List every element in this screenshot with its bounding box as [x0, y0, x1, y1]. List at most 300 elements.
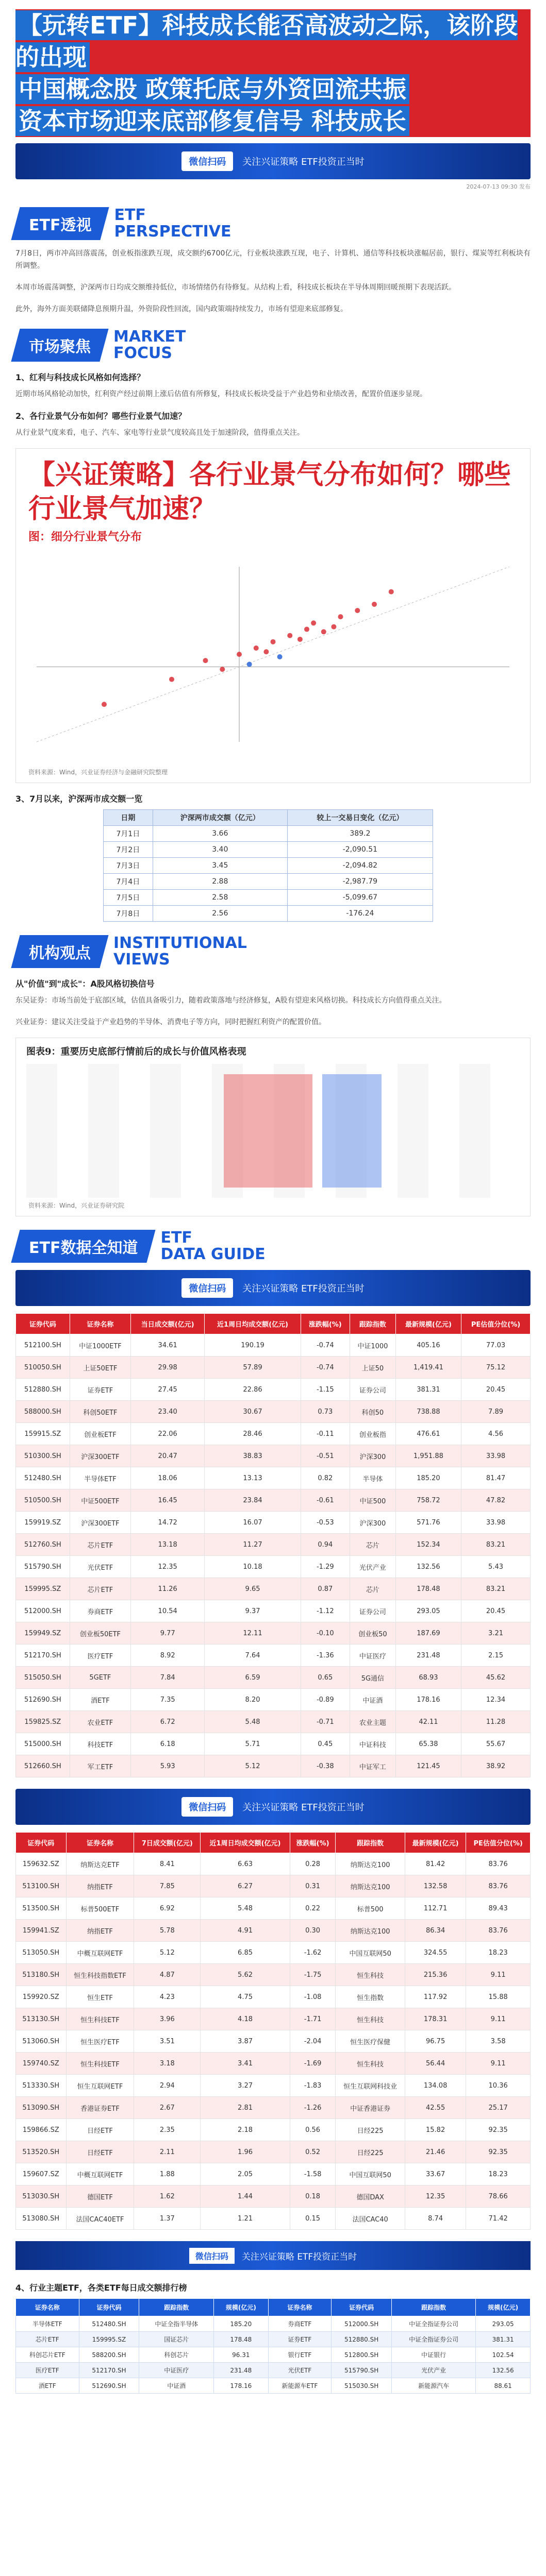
table-cell: 9.11: [466, 2053, 531, 2075]
table-cell: 4.87: [134, 1964, 201, 1986]
table-cell: 159866.SZ: [16, 2119, 67, 2141]
table-cell: 1,419.41: [395, 1357, 461, 1379]
table-cell: 5.43: [461, 1556, 531, 1578]
etf-row: [16, 1489, 531, 1512]
table-cell: -2.04: [290, 2030, 335, 2053]
table-cell: 4.91: [201, 1920, 290, 1942]
table-cell: 科创50ETF: [70, 1401, 130, 1423]
table-cell: 0.30: [290, 1920, 335, 1942]
scatter-point: [331, 624, 336, 630]
table-cell: 510500.SH: [16, 1489, 70, 1512]
table-cell: 11.27: [205, 1534, 301, 1556]
column-header: 证券代码: [16, 1314, 70, 1334]
etf-row: [16, 1357, 531, 1379]
table-cell: 512100.SH: [16, 1334, 70, 1357]
table-cell: 中证500ETF: [70, 1489, 130, 1512]
column-header: 当日成交额(亿元): [131, 1314, 205, 1334]
table-cell: 光伏ETF: [268, 2363, 332, 2378]
column-header: 最新规模(亿元): [405, 1833, 466, 1853]
scatter-point: [271, 639, 276, 645]
data-banner[interactable]: [15, 1270, 531, 1306]
section-institutional-views: [15, 935, 531, 968]
table-cell: -0.53: [301, 1512, 350, 1534]
table-cell: 纳斯达克ETF: [66, 1853, 134, 1875]
table-cell: 半导体ETF: [70, 1467, 130, 1489]
table-cell: 中概互联网ETF: [66, 2163, 134, 2185]
table-cell: 7月4日: [104, 874, 153, 890]
etf-row: [16, 2053, 531, 2075]
diagonal-line: [37, 567, 509, 742]
column-header: PE估值分位(%): [466, 1833, 531, 1853]
table-cell: 83.21: [461, 1578, 531, 1600]
table-cell: 新能源车ETF: [268, 2378, 332, 2394]
table-cell: 5.62: [201, 1964, 290, 1986]
table-cell: 96.31: [214, 2347, 269, 2363]
paragraph: 东吴证券：市场当前处于底部区域，估值具备吸引力，随着政策落地与经济修复，A股有望迎来风格切换。科技成长方向值得重点关注。: [15, 996, 446, 1005]
table-cell: 513100.SH: [16, 1875, 67, 1897]
column-header: 沪深两市成交额（亿元）: [153, 810, 287, 826]
table-cell: 9.11: [466, 2008, 531, 2030]
table-cell: 0.31: [290, 1875, 335, 1897]
table-cell: -1.12: [301, 1600, 350, 1622]
style-figure: [15, 1038, 531, 1216]
table-cell: 121.45: [395, 1755, 461, 1777]
table-cell: 5.78: [134, 1920, 201, 1942]
table-cell: 2.58: [153, 890, 287, 906]
scatter-point: [304, 626, 309, 632]
etf-row: [16, 2008, 531, 2030]
etf-row: [16, 1334, 531, 1357]
table-cell: 0.82: [301, 1467, 350, 1489]
table-cell: 0.87: [301, 1578, 350, 1600]
table-cell: 2.35: [134, 2119, 201, 2141]
table-cell: 25.17: [466, 2097, 531, 2119]
table-cell: 512760.SH: [16, 1534, 70, 1556]
table-cell: 纳斯达克100: [336, 1920, 405, 1942]
table-cell: 6.63: [201, 1853, 290, 1875]
etf-row: [16, 1600, 531, 1622]
table-cell: 中证香港证券: [336, 2097, 405, 2119]
column-header: 证券名称: [66, 1833, 134, 1853]
table-cell: 132.56: [395, 1556, 461, 1578]
table-cell: 513060.SH: [16, 2030, 67, 2053]
theme-etf-table: [15, 2298, 531, 2394]
table-cell: 2.94: [134, 2075, 201, 2097]
table-cell: 45.62: [461, 1667, 531, 1689]
figure-source-note: 资料来源：Wind，兴业证券研究院: [28, 1202, 125, 1209]
scatter-figure: [15, 448, 531, 783]
table-cell: 中概互联网ETF: [66, 1942, 134, 1964]
table-cell: 半导体: [350, 1467, 395, 1489]
table-cell: 512480.SH: [16, 1467, 70, 1489]
table-cell: -1.75: [290, 1964, 335, 1986]
article-title-block: [0, 0, 546, 143]
theme-row: [16, 2316, 531, 2332]
etf-row: [16, 1964, 531, 1986]
table-cell: 13.13: [205, 1467, 301, 1489]
table-cell: 标普500ETF: [66, 1897, 134, 1920]
table-cell: 3.96: [134, 2008, 201, 2030]
table-cell: 571.76: [395, 1512, 461, 1534]
table-cell: 513030.SH: [16, 2185, 67, 2208]
scatter-point: [355, 608, 360, 613]
table-cell: 20.45: [461, 1379, 531, 1401]
etf-row: [16, 1920, 531, 1942]
table-cell: 恒生医疗ETF: [66, 2030, 134, 2053]
table-cell: 293.05: [395, 1600, 461, 1622]
table-cell: 1,951.88: [395, 1445, 461, 1467]
table-cell: 德国ETF: [66, 2185, 134, 2208]
theme-row: [16, 2363, 531, 2378]
table-cell: 3.41: [201, 2053, 290, 2075]
column-header: 最新规模(亿元): [395, 1314, 461, 1334]
table-cell: 日经225: [336, 2141, 405, 2163]
table-cell: 96.75: [405, 2030, 466, 2053]
etf-row: [16, 1445, 531, 1467]
theme-row: [16, 2332, 531, 2347]
table-cell: 新能源汽车: [392, 2378, 476, 2394]
paragraph: 近期市场风格轮动加快，红利资产经过前期上涨后估值有所修复，科技成长板块受益于产业趋势和业绩改善，配置价值逐步显现。: [15, 390, 427, 398]
column-header: 跟踪指数: [392, 2299, 476, 2316]
table-cell: 7.89: [461, 1401, 531, 1423]
table-cell: 半导体ETF: [16, 2316, 79, 2332]
scatter-chart: [16, 546, 530, 762]
table-cell: -176.24: [287, 906, 433, 922]
table-cell: 513330.SH: [16, 2075, 67, 2097]
table-cell: 军工ETF: [70, 1755, 130, 1777]
table-cell: 中证医疗: [139, 2363, 214, 2378]
table-cell: 159949.SZ: [16, 1622, 70, 1645]
scatter-point: [277, 654, 283, 659]
table-cell: 芯片ETF: [16, 2332, 79, 2347]
table-cell: 7.35: [131, 1689, 205, 1711]
table-cell: -0.74: [301, 1334, 350, 1357]
table-cell: 7.64: [205, 1645, 301, 1667]
table-cell: 513500.SH: [16, 1897, 67, 1920]
table-cell: 10.36: [466, 2075, 531, 2097]
table-cell: -1.83: [290, 2075, 335, 2097]
data-banner-2[interactable]: [15, 1789, 531, 1825]
table-cell: 12.35: [405, 2185, 466, 2208]
table-cell: 1.62: [134, 2185, 201, 2208]
table-cell: 1.96: [201, 2141, 290, 2163]
table-cell: 159825.SZ: [16, 1711, 70, 1733]
etf-row: [16, 1578, 531, 1600]
table-cell: 恒生医疗保健: [336, 2030, 405, 2053]
banner-slogan: 关注兴证策略 ETF投资正当时: [242, 1283, 365, 1294]
table-cell: 515790.SH: [332, 2363, 392, 2378]
table-cell: 6.27: [201, 1875, 290, 1897]
table-cell: 恒生科技指数ETF: [66, 1964, 134, 1986]
column-header: 证券代码: [79, 2299, 139, 2316]
table-cell: 科技ETF: [70, 1733, 130, 1755]
table-cell: 513130.SH: [16, 2008, 67, 2030]
table-cell: 证券ETF: [268, 2332, 332, 2347]
table-cell: 178.16: [214, 2378, 269, 2394]
table-cell: 16.07: [205, 1512, 301, 1534]
etf-row: [16, 2163, 531, 2185]
table-cell: 纳指ETF: [66, 1875, 134, 1897]
table-cell: 22.86: [205, 1379, 301, 1401]
table-cell: 9.77: [131, 1622, 205, 1645]
table-cell: 酒ETF: [70, 1689, 130, 1711]
turnover-row: [104, 874, 433, 890]
table-cell: 5.48: [205, 1711, 301, 1733]
table-cell: 112.71: [405, 1897, 466, 1920]
table-cell: 231.48: [214, 2363, 269, 2378]
table-cell: 159915.SZ: [16, 1423, 70, 1445]
table-cell: 医疗ETF: [16, 2363, 79, 2378]
table-cell: 中证1000ETF: [70, 1334, 130, 1357]
column-header: 日期: [104, 810, 153, 826]
table-cell: 47.82: [461, 1489, 531, 1512]
table-cell: 4.23: [134, 1986, 201, 2008]
scatter-point: [169, 677, 174, 682]
table-cell: 11.28: [461, 1711, 531, 1733]
article-title: [15, 9, 531, 137]
table-cell: -0.38: [301, 1755, 350, 1777]
banner-slogan: 关注兴证策略 ETF投资正当时: [242, 157, 365, 167]
table-cell: -1.36: [301, 1645, 350, 1667]
etf-row: [16, 2208, 531, 2230]
table-cell: 中证酒: [139, 2378, 214, 2394]
table-cell: 国证芯片: [139, 2332, 214, 2347]
table-cell: 77.03: [461, 1334, 531, 1357]
table-cell: 沪深300ETF: [70, 1512, 130, 1534]
turnover-row: [104, 858, 433, 874]
table-cell: 纳斯达克100: [336, 1875, 405, 1897]
table-cell: 光伏产业: [350, 1556, 395, 1578]
table-cell: 33.98: [461, 1512, 531, 1534]
table-cell: 23.84: [205, 1489, 301, 1512]
column-header: 证券代码: [16, 1833, 67, 1853]
table-cell: 65.38: [395, 1733, 461, 1755]
banner-slogan: 关注兴证策略 ETF投资正当时: [241, 2251, 357, 2262]
section-tag: ETF透视: [11, 207, 109, 240]
table-cell: 9.11: [466, 1964, 531, 1986]
table-cell: 21.46: [405, 2141, 466, 2163]
table-cell: 134.08: [405, 2075, 466, 2097]
table-cell: 中证1000: [350, 1334, 395, 1357]
table-cell: 513180.SH: [16, 1964, 67, 1986]
table-cell: -5,099.67: [287, 890, 433, 906]
section-tag: ETF数据全知道: [11, 1230, 156, 1263]
table-cell: 178.16: [395, 1689, 461, 1711]
table-cell: 沪深300: [350, 1445, 395, 1467]
table-cell: 纳斯达克100: [336, 1853, 405, 1875]
chart-headline: 【兴证策略】各行业景气分布如何？哪些行业景气加速？: [28, 460, 511, 524]
table-cell: 日经ETF: [66, 2141, 134, 2163]
etf-row: [16, 1645, 531, 1667]
table-cell: 3.18: [134, 2053, 201, 2075]
table-cell: 8.74: [405, 2208, 466, 2230]
section-en-title: ETF DATA GUIDE: [160, 1229, 266, 1263]
table-cell: 29.98: [131, 1357, 205, 1379]
table-cell: 190.19: [205, 1334, 301, 1357]
paragraph: 本周市场震荡调整，沪深两市日均成交额维持低位，市场情绪仍有待修复。从结构上看，科技成长板块在半导体周期回暖预期下表现活跃。: [15, 283, 456, 292]
scatter-point: [297, 637, 303, 642]
top-banner[interactable]: [15, 143, 531, 179]
table-cell: 55.67: [461, 1733, 531, 1755]
table-cell: 4.18: [201, 2008, 290, 2030]
table-cell: 1.21: [201, 2208, 290, 2230]
table-cell: 日经225: [336, 2119, 405, 2141]
etf-turnover-table: [15, 1313, 531, 1777]
table-cell: 7月5日: [104, 890, 153, 906]
scatter-point: [247, 662, 252, 667]
etf-row: [16, 2030, 531, 2053]
article-title-line2: 中国概念股 政策托底与外资回流共振: [15, 74, 409, 104]
table-cell: 12.35: [131, 1556, 205, 1578]
table-cell: -1.62: [290, 1942, 335, 1964]
column-header: 近1周日均成交额(亿元): [205, 1314, 301, 1334]
table-cell: 9.65: [205, 1578, 301, 1600]
table-cell: 3.27: [201, 2075, 290, 2097]
table-cell: 5G通信: [350, 1667, 395, 1689]
section-etf-perspective: [15, 207, 531, 240]
table-cell: 7月2日: [104, 842, 153, 858]
table-cell: 381.31: [476, 2332, 531, 2347]
scatter-point: [338, 614, 343, 619]
column-header: 证券名称: [16, 2299, 79, 2316]
table-cell: 3.21: [461, 1622, 531, 1645]
table-cell: 512000.SH: [332, 2316, 392, 2332]
etf-row: [16, 1379, 531, 1401]
table-cell: 芯片ETF: [70, 1578, 130, 1600]
table-cell: 0.22: [290, 1897, 335, 1920]
table-cell: 20.47: [131, 1445, 205, 1467]
banner-logo: 微信扫码: [181, 151, 233, 171]
table-cell: 0.28: [290, 1853, 335, 1875]
table-cell: 38.83: [205, 1445, 301, 1467]
table-cell: 92.35: [466, 2119, 531, 2141]
table-cell: -1.08: [290, 1986, 335, 2008]
table-cell: 71.42: [466, 2208, 531, 2230]
scatter-point: [263, 649, 269, 654]
column-header: PE估值分位(%): [461, 1314, 531, 1334]
etf-row: [16, 1853, 531, 1875]
table-cell: 芯片: [350, 1534, 395, 1556]
cross-border-etf-table: [15, 1832, 531, 2230]
table-cell: 证券公司: [350, 1600, 395, 1622]
etf-row: [16, 1755, 531, 1777]
table-cell: -0.51: [301, 1445, 350, 1467]
table-cell: 588200.SH: [79, 2347, 139, 2363]
table-cell: 159740.SZ: [16, 2053, 67, 2075]
table-cell: 3.66: [153, 826, 287, 842]
turnover-row: [104, 842, 433, 858]
scatter-point: [311, 620, 316, 625]
table-cell: 中证全指证券公司: [392, 2316, 476, 2332]
table-cell: 光伏ETF: [70, 1556, 130, 1578]
table-cell: 22.06: [131, 1423, 205, 1445]
table-cell: 恒生互联网科技业: [336, 2075, 405, 2097]
table-cell: 10.18: [205, 1556, 301, 1578]
table-cell: 3.87: [201, 2030, 290, 2053]
table-cell: 512690.SH: [16, 1689, 70, 1711]
table-cell: 512170.SH: [79, 2363, 139, 2378]
table-cell: 513090.SH: [16, 2097, 67, 2119]
table-cell: 5.12: [134, 1942, 201, 1964]
table-cell: 18.23: [466, 1942, 531, 1964]
table-cell: 159919.SZ: [16, 1512, 70, 1534]
table-cell: 512690.SH: [79, 2378, 139, 2394]
theme-row: [16, 2347, 531, 2363]
table-cell: 7.84: [131, 1667, 205, 1689]
table-cell: 215.36: [405, 1964, 466, 1986]
table-cell: 1.88: [134, 2163, 201, 2185]
table-cell: 沪深300: [350, 1512, 395, 1534]
table-cell: 83.21: [461, 1534, 531, 1556]
bottom-banner[interactable]: [15, 2241, 531, 2270]
table-cell: 证券ETF: [70, 1379, 130, 1401]
table-cell: 12.34: [461, 1689, 531, 1711]
table-cell: 恒生科技ETF: [66, 2053, 134, 2075]
table-cell: 2.81: [201, 2097, 290, 2119]
table-cell: 81.42: [405, 1853, 466, 1875]
banner-logo: 微信扫码: [181, 1797, 233, 1817]
table-cell: -1.71: [290, 2008, 335, 2030]
etf-row: [16, 2075, 531, 2097]
table-cell: 中证银行: [392, 2347, 476, 2363]
table-cell: 27.45: [131, 1379, 205, 1401]
table-cell: 纳指ETF: [66, 1920, 134, 1942]
table-cell: 510300.SH: [16, 1445, 70, 1467]
table-cell: 7.85: [134, 1875, 201, 1897]
column-header: 涨跌幅(%): [290, 1833, 335, 1853]
banner-logo: 微信扫码: [189, 2248, 235, 2264]
column-header: 跟踪指数: [139, 2299, 214, 2316]
scatter-point: [287, 633, 292, 638]
table-cell: 512880.SH: [16, 1379, 70, 1401]
table-cell: -1.26: [290, 2097, 335, 2119]
publish-meta: 2024-07-13 09:30 发布: [466, 183, 531, 190]
table-cell: 57.89: [205, 1357, 301, 1379]
table-cell: 1.37: [134, 2208, 201, 2230]
table-cell: 178.48: [395, 1578, 461, 1600]
table-cell: 德国DAX: [336, 2185, 405, 2208]
table-cell: 中证500: [350, 1489, 395, 1512]
table-cell: 0.18: [290, 2185, 335, 2208]
table-cell: 0.65: [301, 1667, 350, 1689]
column-header: 跟踪指数: [350, 1314, 395, 1334]
scatter-point: [220, 667, 225, 672]
etf-row: [16, 1467, 531, 1489]
table-cell: 10.54: [131, 1600, 205, 1622]
table-cell: 4.75: [201, 1986, 290, 2008]
table-cell: 2.56: [153, 906, 287, 922]
table-cell: 9.37: [205, 1600, 301, 1622]
table-cell: 恒生科技: [336, 2008, 405, 2030]
table-cell: 30.67: [205, 1401, 301, 1423]
table-cell: 7月8日: [104, 906, 153, 922]
banner-logo: 微信扫码: [181, 1278, 233, 1298]
table-cell: 5.71: [205, 1733, 301, 1755]
table-cell: 恒生科技ETF: [66, 2008, 134, 2030]
table-cell: 0.45: [301, 1733, 350, 1755]
table-cell: 医疗ETF: [70, 1645, 130, 1667]
table-cell: 515030.SH: [332, 2378, 392, 2394]
table-cell: 68.93: [395, 1667, 461, 1689]
paragraph: 从行业景气度来看，电子、汽车、家电等行业景气度较高且处于加速阶段，值得重点关注。: [15, 429, 304, 437]
table-cell: 117.92: [405, 1986, 466, 2008]
table-cell: 香港证券ETF: [66, 2097, 134, 2119]
table-cell: -2,094.82: [287, 858, 433, 874]
table-cell: 创业板50: [350, 1622, 395, 1645]
table-cell: 中国互联网50: [336, 2163, 405, 2185]
table-cell: 6.85: [201, 1942, 290, 1964]
table-cell: 83.76: [466, 1875, 531, 1897]
